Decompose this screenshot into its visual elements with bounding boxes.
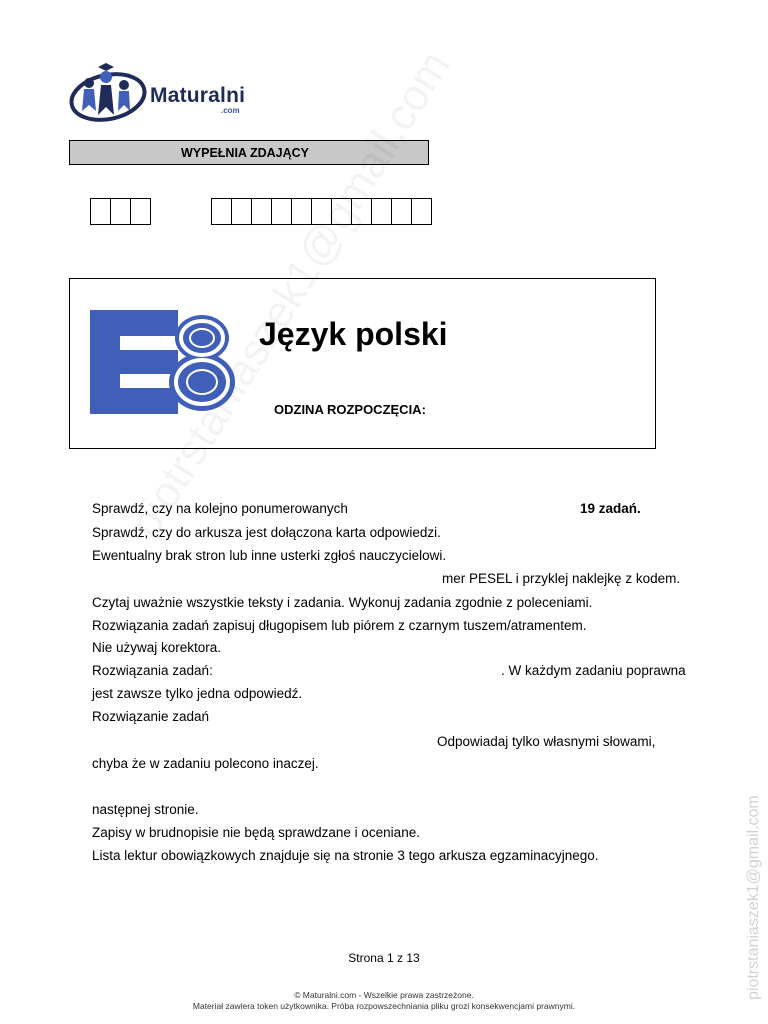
instruction-line: Rozwiązania zadań zapisuj długopisem lub piórem z czarnym tuszem/atramentem. [92,618,587,633]
token-notice: Materiał zawiera token użytkownika. Próba rozpowszechniania pliku grozi konsekwencjami prawnymi. [192,1001,576,1011]
pesel-cell [411,198,432,225]
instruction-line: Ewentualny brak stron lub inne usterki zgłoś nauczycielowi. [92,548,447,563]
instruction-line: Rozwiązanie zadań [92,709,210,724]
instruction-line: Zapisy w brudnopisie nie będą sprawdzane i oceniane. [92,825,420,840]
instruction-line: 19 zadań. [580,501,641,516]
pesel-cell [231,198,252,225]
logo-wordmark: Maturalni [150,84,246,107]
copyright-notice: © Maturalni.com - Wszelkie prawa zastrzeżone. [294,990,474,1000]
instruction-line: Nie używaj korektora. [92,640,222,655]
student-code-cells [90,198,151,225]
start-time-label: ODZINA ROZPOCZĘCIA: [274,402,426,417]
exam-title: Język polski [259,316,448,352]
instruction-line: jest zawsze tylko jedna odpowiedź. [92,686,303,701]
instruction-line: . W każdym zadaniu poprawna [501,663,686,678]
instruction-line: Odpowiadaj tylko własnymi słowami, [437,734,656,749]
pesel-cell [391,198,412,225]
instruction-line: Czytaj uważnie wszystkie teksty i zadania. Wykonuj zadania zgodnie z poleceniami. [92,595,593,610]
logo-domain: .com [221,106,240,115]
instruction-line: następnej stronie. [92,802,199,817]
fill-in-label: WYPEŁNIA ZDAJĄCY [180,145,309,160]
instruction-line: Sprawdź, czy do arkusza jest dołączona karta odpowiedzi. [92,525,441,540]
pesel-cell [251,198,272,225]
page-number: Strona 1 z 13 [348,951,420,965]
code-cell [110,198,131,225]
side-watermark: piotrstaniaszek1@gmail.com [745,795,762,1000]
instruction-line: chyba że w zadaniu polecono inaczej. [92,756,319,771]
pesel-cell [271,198,292,225]
instruction-line: mer PESEL i przyklej naklejkę z kodem. [442,571,681,586]
pesel-cell [211,198,232,225]
code-cell [130,198,151,225]
instruction-line: Sprawdź, czy na kolejno ponumerowanych [92,501,348,516]
code-cell [90,198,111,225]
instruction-line: Lista lektur obowiązkowych znajduje się na stronie 3 tego arkusza egzaminacyjnego. [92,848,599,863]
instruction-line: Rozwiązania zadań: [92,663,213,678]
